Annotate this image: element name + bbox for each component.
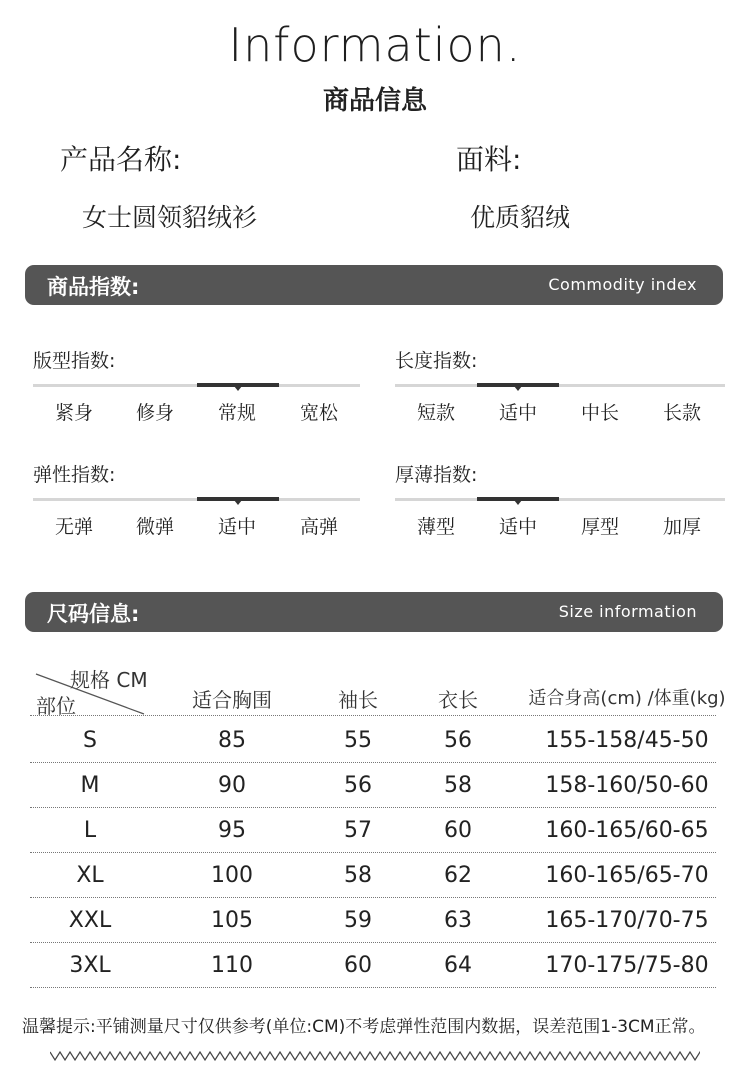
table-cell: 63 xyxy=(444,908,472,933)
row-divider xyxy=(30,852,716,853)
table-cell: 155-158/45-50 xyxy=(545,728,709,753)
table-cell: 170-175/75-80 xyxy=(545,953,709,978)
table-cell: 56 xyxy=(444,728,472,753)
row-divider xyxy=(30,807,716,808)
row-divider xyxy=(30,942,716,943)
index-option: 短款 xyxy=(416,402,455,424)
table-cell: 62 xyxy=(444,863,472,888)
index-block-length xyxy=(395,346,725,436)
commodity-index-title: 商品指数: xyxy=(47,275,140,299)
index-option: 薄型 xyxy=(416,516,455,538)
product-name-value: 女士圆领貂绒衫 xyxy=(82,203,258,232)
corner-top-label: 规格 CM xyxy=(70,668,148,692)
size-label-cell: XL xyxy=(76,863,104,888)
commodity-index-band xyxy=(25,265,723,305)
index-block-elasticity xyxy=(33,460,363,550)
table-cell: 58 xyxy=(444,773,472,798)
table-cell: 60 xyxy=(344,953,372,978)
index-option: 宽松 xyxy=(299,402,338,424)
fabric-label: 面料: xyxy=(456,143,522,176)
index-selected-marker xyxy=(197,497,279,501)
table-corner-cell xyxy=(30,662,150,718)
index-option: 修身 xyxy=(135,402,174,424)
product-name-label: 产品名称: xyxy=(60,143,182,176)
index-track xyxy=(33,498,360,501)
index-option: 无弹 xyxy=(54,516,93,538)
size-label-cell: XXL xyxy=(68,908,112,933)
page-title-cn: 商品信息 xyxy=(322,86,427,116)
index-option: 中长 xyxy=(580,402,619,424)
table-cell: 158-160/50-60 xyxy=(545,773,709,798)
index-selected-marker xyxy=(197,383,279,387)
row-divider xyxy=(30,762,716,763)
index-block-fit xyxy=(33,346,363,436)
index-option: 加厚 xyxy=(662,516,701,538)
corner-bottom-label: 部位 xyxy=(36,694,76,718)
size-label-cell: L xyxy=(83,818,97,843)
index-label: 长度指数: xyxy=(395,350,478,372)
header-bust: 适合胸围 xyxy=(192,688,272,712)
table-cell: 160-165/65-70 xyxy=(545,863,709,888)
index-option: 厚型 xyxy=(580,516,619,538)
table-cell: 57 xyxy=(344,818,372,843)
size-note: 温馨提示:平铺测量尺寸仅供参考(单位:CM)不考虑弹性范围内数据，误差范围1-3CM正常。 xyxy=(22,1017,706,1037)
table-cell: 105 xyxy=(211,908,253,933)
table-cell: 100 xyxy=(211,863,253,888)
row-divider xyxy=(30,715,716,716)
index-option: 高弹 xyxy=(299,516,338,538)
commodity-index-title-en: Commodity index xyxy=(548,275,697,294)
table-cell: 60 xyxy=(444,818,472,843)
index-label: 版型指数: xyxy=(33,350,116,372)
table-cell: 90 xyxy=(218,773,246,798)
decorative-wave xyxy=(50,1048,700,1064)
index-option: 常规 xyxy=(217,402,256,424)
table-cell: 85 xyxy=(218,728,246,753)
index-block-thickness xyxy=(395,460,725,550)
table-cell: 160-165/60-65 xyxy=(545,818,709,843)
size-label-cell: S xyxy=(83,728,97,753)
row-divider xyxy=(30,987,716,988)
index-option: 适中 xyxy=(498,516,537,538)
page-title-en: Information. xyxy=(228,18,522,72)
size-info-band xyxy=(25,592,723,632)
table-cell: 165-170/70-75 xyxy=(545,908,709,933)
size-info-title-en: Size information xyxy=(558,602,697,621)
header-sleeve: 袖长 xyxy=(338,688,378,712)
index-track xyxy=(33,384,360,387)
table-cell: 110 xyxy=(211,953,253,978)
index-option: 紧身 xyxy=(54,402,93,424)
table-cell: 58 xyxy=(344,863,372,888)
size-label-cell: M xyxy=(80,773,100,798)
header-length: 衣长 xyxy=(438,688,478,712)
index-track xyxy=(395,498,725,501)
table-cell: 64 xyxy=(444,953,472,978)
header-height-weight: 适合身高(cm) /体重(kg) xyxy=(528,688,726,709)
index-selected-marker xyxy=(477,497,559,501)
table-cell: 55 xyxy=(344,728,372,753)
index-label: 厚薄指数: xyxy=(395,464,478,486)
row-divider xyxy=(30,897,716,898)
index-label: 弹性指数: xyxy=(33,464,116,486)
index-option: 长款 xyxy=(662,402,701,424)
fabric-value: 优质貂绒 xyxy=(470,203,571,232)
index-option: 适中 xyxy=(217,516,256,538)
index-track xyxy=(395,384,725,387)
index-option: 适中 xyxy=(498,402,537,424)
index-option: 微弹 xyxy=(135,516,174,538)
table-cell: 56 xyxy=(344,773,372,798)
table-cell: 59 xyxy=(344,908,372,933)
index-selected-marker xyxy=(477,383,559,387)
wave-line xyxy=(50,1052,700,1060)
size-label-cell: 3XL xyxy=(69,953,111,978)
size-info-title: 尺码信息: xyxy=(47,602,140,626)
table-cell: 95 xyxy=(218,818,246,843)
